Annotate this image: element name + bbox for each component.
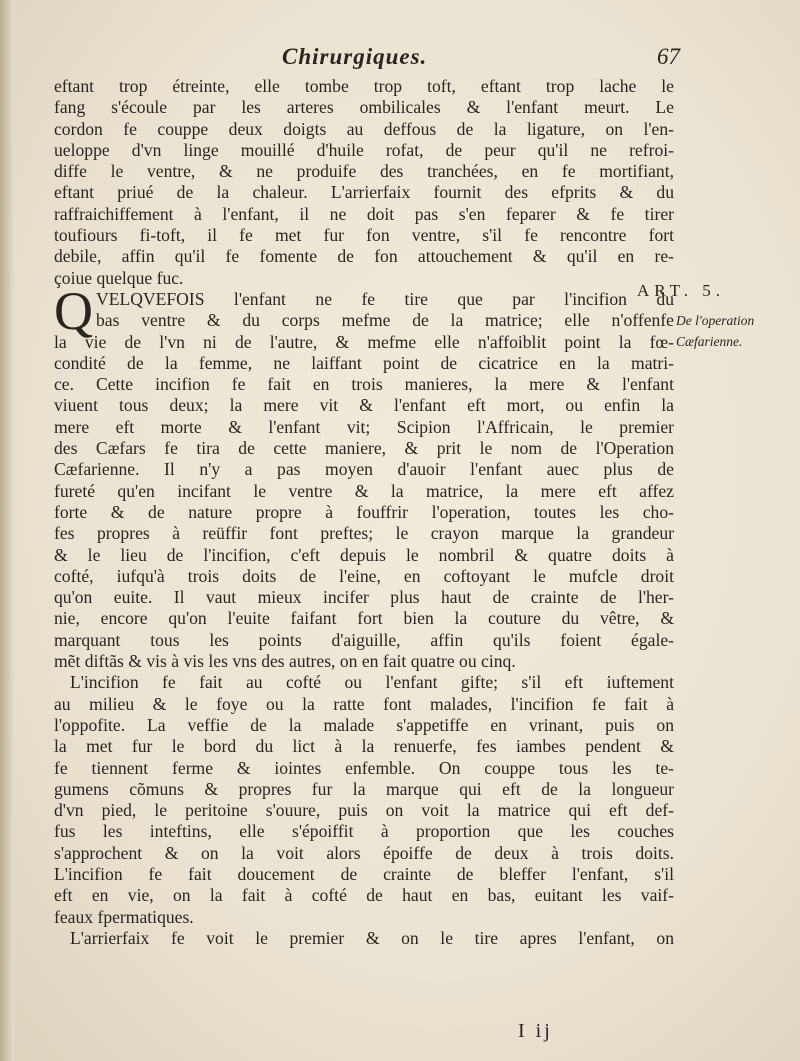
text-line: eftant trop étreinte, elle tombe trop toft, eftant trop lache le xyxy=(54,76,674,96)
text-line: au milieu & le foye ou la ratte font malades, l'incifion fe fait à xyxy=(54,693,674,714)
text-line: L'arrierfaix fe voit le premier & on le tire apres l'enfant, on xyxy=(70,927,674,948)
text-line: la met fur le bord du lict à la renuerfe, fes iambes pendent & xyxy=(54,736,674,757)
text-line: s'approchent & on la voit alors époiffe de deux à trois doits. xyxy=(54,842,674,863)
running-title: Chirurgiques. xyxy=(282,44,428,69)
text-line: gumens cõmuns & propres fur la marque qui eft de la longueur xyxy=(54,778,674,799)
text-line: d'vn pied, le peritoine s'ouure, puis on voit la matrice qui eft def- xyxy=(54,800,674,821)
text-line: fang s'écoule par les arteres ombilicales & l'enfant meurt. Le xyxy=(54,97,674,118)
text-line: feaux fpermatiques. xyxy=(54,906,194,927)
page-gutter xyxy=(0,0,14,1061)
text-line: & le lieu de l'incifion, c'eft depuis le nombril & quatre doits à xyxy=(54,544,674,565)
text-line: condité de la femme, ne laiffant point de cicatrice en la matri- xyxy=(54,352,674,373)
article-heading: ART. 5. xyxy=(637,281,725,300)
text-line: l'oppofite. La veffie de la malade s'appetiffe en vrinant, puis on xyxy=(54,714,674,735)
text-line: mere eft morte & l'enfant vit; Scipion l'Affricain, le premier xyxy=(54,416,674,437)
text-line: çoiue quelque fuc. xyxy=(54,267,184,288)
text-line: eft en vie, on la fait à cofté de haut en bas, euitant les vaif- xyxy=(54,885,674,906)
text-line: bas ventre & du corps mefme de la matrice; elle n'offenfe xyxy=(96,310,674,331)
paragraph-with-drop-cap xyxy=(54,280,674,672)
text-line: des Cæfars fe tira de cette maniere, & prit le nom de l'Operation xyxy=(54,438,674,459)
paragraph xyxy=(54,280,674,672)
text-line: diffe le ventre, & ne produife des tranchées, en fe mortifiant, xyxy=(54,161,674,182)
page-number: 67 xyxy=(657,44,680,69)
margin-note-line: Cæfarienne. xyxy=(676,334,743,349)
text-line: debile, affin qu'il fe fomente de fon attouchement & qu'il en re- xyxy=(54,246,674,267)
text-line: ueloppe d'vn linge mouillé d'huile rofat, de peur qu'il ne refroi- xyxy=(54,139,674,160)
paragraph xyxy=(54,76,674,289)
text-line: fes propres à reüffir font preftes; le crayon marque la grandeur xyxy=(54,523,674,544)
text-line: marquant tous les points d'aiguille, affin qu'ils foient égale- xyxy=(54,629,674,650)
text-line: cordon fe couppe deux doigts au deffous de la ligature, on l'en- xyxy=(54,118,674,139)
text-line: viuent tous deux; la mere vit & l'enfant eft mort, ou enfin la xyxy=(54,395,674,416)
text-line: eftant priué de la chaleur. L'arrierfaix fournit des efprits & du xyxy=(54,182,674,203)
text-line: nie, encore qu'on l'euite faifant fort bien la couture du vêtre, & xyxy=(54,608,674,629)
text-line: toufiours fi-toft, il fe met fur fon ventre, s'il fe rencontre fort xyxy=(54,225,674,246)
signature-mark: I ij xyxy=(518,1020,553,1042)
text-line: L'incifion fe fait au cofté ou l'enfant gifte; s'il eft iuftement xyxy=(70,672,674,693)
page-header xyxy=(60,40,680,76)
text-line: cofté, iufqu'à trois doits de l'eine, en coftoyant le mufcle droit xyxy=(54,565,674,586)
drop-cap: Q xyxy=(54,280,93,341)
text-line: ce. Cette incifion fe fait en trois manieres, la mere & l'enfant xyxy=(54,374,674,395)
text-line: raffraichiffement à l'enfant, il ne doit pas s'en feparer & fe tirer xyxy=(54,203,674,224)
text-line: fe tiennent ferme & iointes enfemble. On couppe tous les te- xyxy=(54,757,674,778)
text-line: fureté qu'en incifant le ventre & la matrice, la mere eft affez xyxy=(54,480,674,501)
text-line: L'incifion fe fait doucement de crainte de bleffer l'enfant, s'il xyxy=(54,863,674,884)
text-line: qu'on euite. Il vaut mieux incifer plus haut de crainte de l'her- xyxy=(54,587,674,608)
paragraph xyxy=(54,928,674,949)
text-line: forte & de nature propre à fouffrir l'operation, toutes les cho- xyxy=(54,501,674,522)
text-line: VELQVEFOIS l'enfant ne fe tire que par l'incifion du xyxy=(96,288,674,309)
text-line: mẽt diftãs & vis à vis les vns des autres, on en fait quatre ou cinq. xyxy=(54,651,516,672)
paragraph xyxy=(54,672,674,928)
text-line: la vie de l'vn ni de l'autre, & mefme elle n'affoiblit point la fœ- xyxy=(54,331,674,352)
text-line: fus les inteftins, elle s'époiffit à proportion que les couches xyxy=(54,821,674,842)
body-text xyxy=(54,76,674,949)
margin-note-line: De l'operation xyxy=(676,313,755,328)
text-line: Cæfarienne. Il n'y a pas moyen d'auoir l'enfant auec plus de xyxy=(54,459,674,480)
